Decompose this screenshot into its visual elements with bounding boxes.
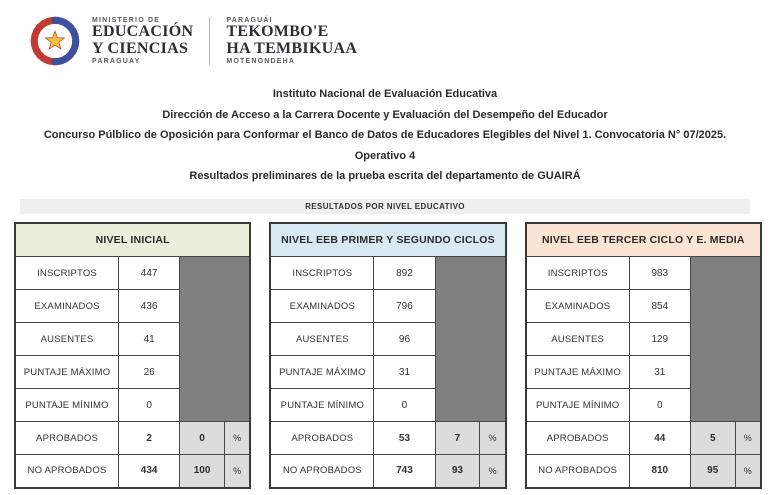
row-value: 0 bbox=[374, 389, 435, 422]
merged-cell bbox=[435, 257, 506, 422]
document-title-block bbox=[0, 84, 770, 187]
row-label: APROBADOS bbox=[270, 422, 374, 455]
row-label: AUSENTES bbox=[15, 323, 119, 356]
logo-motenondeha: MOTENONDEHA bbox=[226, 57, 296, 65]
row-value: 0 bbox=[119, 389, 180, 422]
section-heading-label: RESULTADOS POR NIVEL EDUCATIVO bbox=[305, 201, 465, 211]
logo-tekombo-e: TEKOMBO'E bbox=[226, 23, 329, 41]
row-label: PUNTAJE MÍNIMO bbox=[526, 389, 630, 422]
row-value: 854 bbox=[629, 290, 690, 323]
logo-educacion: EDUCACIÓN bbox=[92, 23, 194, 41]
row-value: 743 bbox=[374, 455, 435, 488]
percent-symbol: % bbox=[224, 422, 250, 455]
row-value: 892 bbox=[374, 257, 435, 290]
row-value: 983 bbox=[629, 257, 690, 290]
row-value: 44 bbox=[629, 422, 690, 455]
percent-value: 93 bbox=[435, 455, 480, 488]
results-table-eeb-primer-segundo bbox=[269, 222, 506, 489]
table-row bbox=[526, 455, 761, 488]
table-row bbox=[15, 455, 250, 488]
row-label: PUNTAJE MÍNIMO bbox=[270, 389, 374, 422]
row-label: AUSENTES bbox=[270, 323, 374, 356]
merged-cell bbox=[180, 257, 251, 422]
row-value: 129 bbox=[629, 323, 690, 356]
table-header-row bbox=[526, 223, 761, 257]
table-row bbox=[526, 422, 761, 455]
merged-cell bbox=[690, 257, 761, 422]
logo-y-ciencias: Y CIENCIAS bbox=[92, 40, 189, 57]
title-concurso: Concurso Púlblico de Oposición para Conformar el Banco de Datos de Educadores Elegibles del Nivel 1. Convocatoria N° 07/2025. bbox=[43, 129, 727, 141]
percent-symbol: % bbox=[735, 455, 761, 488]
title-direction: Dirección de Acceso a la Carrera Docente y Evaluación del Desempeño del Educador bbox=[162, 108, 608, 121]
row-value: 434 bbox=[119, 455, 180, 488]
logo-paraguai: PARAGUÁI bbox=[226, 17, 273, 25]
row-label: PUNTAJE MÁXIMO bbox=[526, 356, 630, 389]
logo-ministerio-de: MINISTERIO DE bbox=[92, 17, 161, 25]
row-label: PUNTAJE MÁXIMO bbox=[270, 356, 374, 389]
table-row bbox=[15, 257, 250, 290]
percent-symbol: % bbox=[480, 455, 506, 488]
percent-value: 5 bbox=[690, 422, 735, 455]
row-label: INSCRIPTOS bbox=[15, 257, 119, 290]
percent-value: 100 bbox=[180, 455, 225, 488]
table-title: NIVEL EEB PRIMER Y SEGUNDO CICLOS bbox=[270, 223, 505, 257]
ministry-header bbox=[28, 14, 770, 68]
row-label: INSCRIPTOS bbox=[526, 257, 630, 290]
row-label: NO APROBADOS bbox=[15, 455, 119, 488]
table-row bbox=[15, 422, 250, 455]
percent-symbol: % bbox=[224, 455, 250, 488]
logo-text-spanish bbox=[92, 17, 193, 65]
percent-value: 0 bbox=[180, 422, 225, 455]
row-value: 2 bbox=[119, 422, 180, 455]
row-value: 31 bbox=[374, 356, 435, 389]
table-row bbox=[270, 257, 505, 290]
title-resultados: Resultados preliminares de la prueba escrita del departamento de GUAIRÁ bbox=[189, 170, 581, 182]
row-label: EXAMINADOS bbox=[270, 290, 374, 323]
logo-ha-tembikuaa: HA TEMBIKUAA bbox=[226, 40, 358, 57]
row-label: APROBADOS bbox=[526, 422, 630, 455]
row-label: PUNTAJE MÍNIMO bbox=[15, 389, 119, 422]
row-value: 436 bbox=[119, 290, 180, 323]
logo-divider bbox=[209, 17, 210, 65]
results-tables-container bbox=[14, 222, 762, 489]
percent-symbol: % bbox=[735, 422, 761, 455]
results-table-eeb-tercer-media bbox=[525, 222, 762, 489]
table-header-row bbox=[270, 223, 505, 257]
logo-text-guarani bbox=[226, 17, 357, 65]
table-title: NIVEL INICIAL bbox=[15, 223, 250, 257]
percent-symbol: % bbox=[480, 422, 506, 455]
row-label: AUSENTES bbox=[526, 323, 630, 356]
row-label: NO APROBADOS bbox=[526, 455, 630, 488]
star-icon bbox=[46, 31, 65, 49]
table-header-row bbox=[15, 223, 250, 257]
row-label: APROBADOS bbox=[15, 422, 119, 455]
row-label: EXAMINADOS bbox=[526, 290, 630, 323]
title-institute: Instituto Nacional de Evaluación Educativa bbox=[272, 88, 498, 100]
section-heading-bar bbox=[20, 199, 750, 214]
percent-value: 7 bbox=[435, 422, 480, 455]
row-label: INSCRIPTOS bbox=[270, 257, 374, 290]
table-title: NIVEL EEB TERCER CICLO Y E. MEDIA bbox=[526, 223, 761, 257]
row-label: NO APROBADOS bbox=[270, 455, 374, 488]
row-value: 26 bbox=[119, 356, 180, 389]
percent-value: 95 bbox=[690, 455, 735, 488]
table-row bbox=[526, 257, 761, 290]
results-table-nivel-inicial bbox=[14, 222, 251, 489]
row-label: EXAMINADOS bbox=[15, 290, 119, 323]
row-value: 31 bbox=[629, 356, 690, 389]
row-value: 41 bbox=[119, 323, 180, 356]
row-value: 53 bbox=[374, 422, 435, 455]
row-value: 447 bbox=[119, 257, 180, 290]
row-value: 796 bbox=[374, 290, 435, 323]
row-label: PUNTAJE MÁXIMO bbox=[15, 356, 119, 389]
paraguay-coat-of-arms-icon bbox=[28, 14, 82, 68]
table-row bbox=[270, 422, 505, 455]
table-row bbox=[270, 455, 505, 488]
row-value: 810 bbox=[629, 455, 690, 488]
title-operativo: Operativo 4 bbox=[354, 149, 416, 162]
row-value: 96 bbox=[374, 323, 435, 356]
row-value: 0 bbox=[629, 389, 690, 422]
logo-paraguay: PARAGUAY bbox=[92, 57, 141, 65]
